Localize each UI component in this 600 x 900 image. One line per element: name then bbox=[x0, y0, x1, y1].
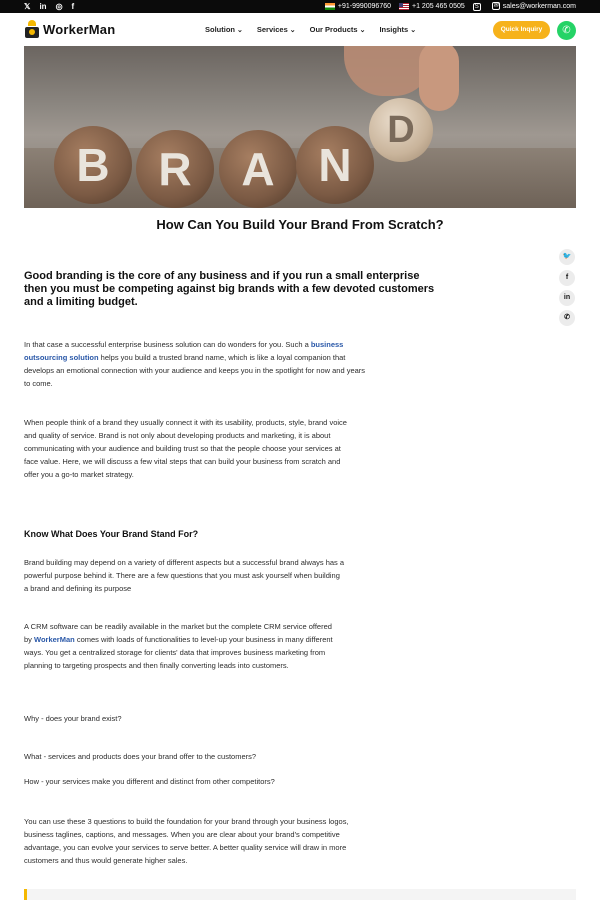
article-lead: Good branding is the core of any business and if you run a small enterprise then you must be competing against big brands with a few devoted customers and a limiting budget. bbox=[24, 270, 435, 308]
brand-name: WorkerMan bbox=[43, 21, 116, 37]
social-links bbox=[24, 2, 74, 11]
article-title: How Can You Build Your Brand From Scratch? bbox=[156, 217, 444, 232]
paragraph-crm bbox=[24, 620, 334, 672]
nav-label: Services bbox=[256, 25, 288, 34]
business-outsourcing-link[interactable]: business outsourcing solution bbox=[24, 340, 344, 363]
text-segment: comes with loads of functionalities to level-up your business in many different ways. You get a centralized storage for clients' data that improves business marketing from planning to targeting prospects and then finally converting leads into customers. bbox=[24, 635, 333, 671]
chevron-down-icon: ⌄ bbox=[237, 27, 243, 34]
nav-item-our-products[interactable] bbox=[310, 25, 366, 34]
india-flag-icon bbox=[325, 3, 335, 10]
phone-india-label: +91-9990096760 bbox=[337, 3, 391, 10]
top-bar bbox=[0, 0, 600, 13]
paragraph-intro bbox=[24, 338, 369, 390]
paragraph-purpose: Brand building may depend on a variety of different aspects but a successful brand always has a powerful purpose behind it. There are a few questions that you must ask yourself when building a brand and defining its purpose bbox=[24, 558, 345, 594]
nav-label: Solution bbox=[205, 25, 235, 34]
nav-label: Our Products bbox=[309, 25, 358, 34]
email-link[interactable] bbox=[492, 2, 576, 11]
whatsapp-icon[interactable]: ✆ bbox=[557, 21, 576, 40]
paragraph-foundation: You can use these 3 questions to build the foundation for your brand through your business logos, business taglines, captions, and messages. When you are clear about your brand's competitive advantage, you can evolve your services to serve better. A better quality service will draw in more customers and thus would generate higher sales. bbox=[24, 817, 349, 866]
nav-label: Insights bbox=[379, 25, 409, 34]
nav-item-insights[interactable] bbox=[379, 25, 416, 34]
text-segment: In that case a successful enterprise business solution can do wonders for you. Such a bbox=[24, 340, 311, 349]
nav-item-services[interactable] bbox=[257, 25, 296, 34]
chevron-down-icon: ⌄ bbox=[410, 27, 417, 34]
chevron-down-icon: ⌄ bbox=[289, 27, 296, 34]
letter-ball-n: N bbox=[296, 126, 374, 204]
workerman-brand-mention: WorkerMan bbox=[34, 635, 75, 645]
question-how: How - your services make you different and distinct from other competitors? bbox=[24, 777, 275, 786]
text-segment: A CRM software can be readily available in the market but the complete CRM service offered by bbox=[24, 622, 332, 645]
twitter-icon[interactable]: 🐦 bbox=[559, 249, 575, 265]
finger-illustration bbox=[419, 46, 459, 111]
contact-info bbox=[325, 2, 576, 11]
us-flag-icon bbox=[399, 3, 409, 10]
email-label: sales@workerman.com bbox=[502, 3, 576, 10]
mail-icon: ✉ bbox=[493, 3, 499, 10]
brand-logo[interactable] bbox=[24, 20, 115, 38]
skype-icon[interactable]: S bbox=[474, 3, 479, 10]
highlight-block bbox=[24, 889, 576, 900]
main-nav bbox=[205, 25, 416, 34]
question-what: What - services and products does your brand offer to the customers? bbox=[24, 752, 257, 761]
whatsapp-icon[interactable]: ✆ bbox=[559, 310, 575, 326]
letter-ball-a: A bbox=[219, 130, 297, 208]
phone-india[interactable] bbox=[325, 2, 391, 11]
x-twitter-icon[interactable]: 𝕏 bbox=[24, 2, 31, 11]
section-heading: Know What Does Your Brand Stand For? bbox=[24, 529, 199, 539]
letter-ball-b: B bbox=[54, 126, 132, 204]
quick-inquiry-button[interactable]: Quick Inquiry bbox=[493, 21, 550, 39]
paragraph-brand-meaning: When people think of a brand they usually connect it with its usability, products, style, brand voice and quality of service. Brand is not only about developing products and marketing, it is about communicating with your audience and building trust so that the people choose your services at face value. Here, we will discuss a few vital steps that can build your business from scratch and offer you a go-to market strategy. bbox=[24, 418, 347, 480]
question-why: Why - does your brand exist? bbox=[24, 714, 122, 723]
hero-image bbox=[24, 46, 576, 208]
linkedin-icon[interactable]: in bbox=[559, 290, 575, 306]
chevron-down-icon: ⌄ bbox=[359, 27, 366, 34]
phone-us[interactable] bbox=[399, 2, 465, 11]
workerman-logo-icon bbox=[24, 20, 40, 38]
phone-us-label: +1 205 465 0505 bbox=[412, 3, 465, 10]
letter-ball-r: R bbox=[136, 130, 214, 208]
instagram-icon[interactable]: ◎ bbox=[55, 2, 63, 11]
text-segment: helps you build a trusted brand name, which is like a loyal companion that develops an emotional connection with your audience and keeps you in the spotlight for now and years to come. bbox=[24, 353, 366, 389]
linkedin-icon[interactable]: in bbox=[39, 2, 47, 11]
site-header bbox=[0, 13, 600, 47]
nav-item-solution[interactable] bbox=[205, 25, 243, 34]
letter-ball-d: D bbox=[369, 98, 433, 162]
facebook-icon[interactable]: f bbox=[559, 270, 575, 286]
facebook-icon[interactable]: f bbox=[71, 2, 75, 11]
